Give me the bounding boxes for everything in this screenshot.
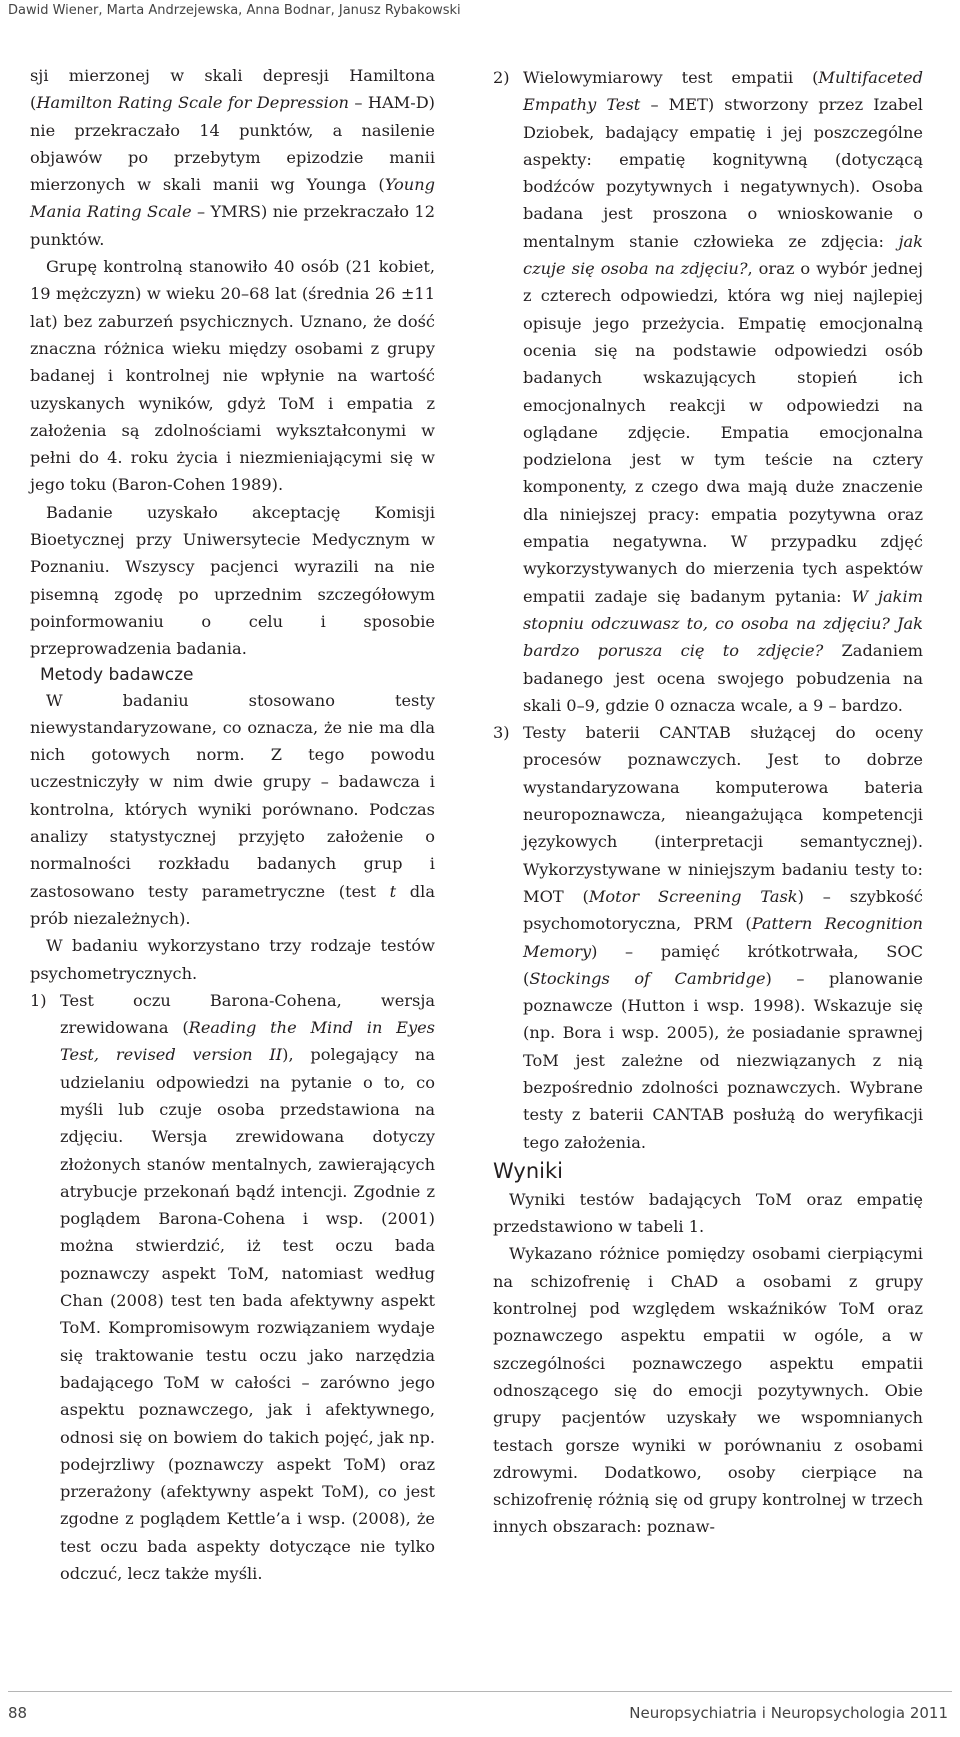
- list-item-cantab-test: 3) Testy baterii CANTAB służącej do oceny procesów poznawczych. Jest to dobrze wystandaryzowana komputerowa bateria neuropoznawcza, nieangażująca kompetencji językowych (interpretacji semantycznej). Wykorzystywane w niniejszym badaniu testy to: MOT (Motor Screening Task) – szybkość psychomotoryczna, PRM (Pattern Recognition Memory) – pamięć krótkotrwała, SOC (Stockings of Cambridge) – planowanie poznawcze (Hutton i wsp. 1998). Wskazuje się (np. Bora i wsp. 2005), że posiadanie sprawnej ToM jest zależne od niezwiązanych z nią bezpośrednio zdolności poznawczych. Wybrane testy z baterii CANTAB posłużą do weryfikacji tego założenia.: [493, 723, 923, 1152]
- journal-name: Neuropsychiatria i Neuropsychologia 2011: [629, 1704, 948, 1722]
- section-heading-results: Wyniki: [493, 1158, 563, 1183]
- running-head-authors: Dawid Wiener, Marta Andrzejewska, Anna Bodnar, Janusz Rybakowski: [8, 3, 461, 18]
- list-item-met-test: 2) Wielowymiarowy test empatii (Multifaceted Empathy Test – MET) stworzony przez Izabel Dziobek, badający empatię i jej poszczególne aspekty: empatię kognitywną (dotyczącą bodźców pozytywnych i negatywnych). Osoba badana jest proszona o wnioskowanie o mentalnym stanie człowieka ze zdjęcia: jak czuje się osoba na zdjęciu?, oraz o wybór jednej z czterech odpowiedzi, która wg niej najlepiej opisuje jego przeżycia. Empatię emocjonalną ocenia się na podstawie odpowiedzi osób badanych wskazujących stopień ich emocjonalnych reakcji w odpowiedzi na oglądane zdjęcie. Empatia emocjonalna podzielona jest w tym teście na cztery komponenty, z czego dwa mają duże znaczenie dla niniejszej pracy: empatia pozytywna oraz empatia negatywna. W przypadku zdjęć wykorzystywanych do mierzenia tych aspektów empatii zadaje się badanym pytania: W jakim stopniu odczuwasz to, co osoba na zdjęciu? Jak bardzo porusza cię to zdjęcie? Zadaniem badanego jest ocena swojego pobudzenia na skali 0–9, gdzie 0 oznacza wcale, a 9 – bardzo.: [493, 68, 923, 715]
- paragraph-control-group: Grupę kontrolną stanowiło 40 osób (21 kobiet, 19 mężczyzn) w wieku 20–68 lat (średnia 26 ±11 lat) bez zaburzeń psychicznych. Uznano, że dość znaczna różnica wieku między osobami z grupy badanej i kontrolnej nie wpłynie na wartość uzyskanych wyników, gdyż ToM i empatia z założenia są zdolnościami wykształconymi w pełni do 4. roku życia i niezmieniającymi się w jego toku (Baron-Cohen 1989).: [30, 257, 435, 495]
- left-column: [30, 62, 435, 1587]
- paragraph-methods-intro: W badaniu stosowano testy niewystandaryzowane, co oznacza, że nie ma dla nich gotowych norm. Z tego powodu uczestniczyły w nim dwie grupy – badawcza i kontrolna, których wyniki porównano. Podczas analizy statystycznej przyjęto założenie o normalności rozkładu badanych grup i zastosowano testy parametryczne (test t dla prób niezależnych).: [30, 690, 435, 928]
- test-list-left: [30, 987, 435, 1588]
- paragraph-test-types: W badaniu wykorzystano trzy rodzaje testów psychometrycznych.: [30, 936, 435, 983]
- paragraph-results-intro: Wyniki testów badających ToM oraz empatię przedstawiono w tabeli 1.: [493, 1189, 923, 1237]
- test-list-right: [493, 64, 923, 1156]
- paragraph-ethics: Badanie uzyskało akceptację Komisji Bioetycznej przy Uniwersytecie Medycznym w Poznaniu. Wszyscy pacjenci wyrazili na nie pisemną zgodę po uprzednim szczegółowym poinformowaniu o celu i sposobie przeprowadzenia badania.: [30, 502, 435, 659]
- section-heading-methods: Metody badawcze: [40, 664, 194, 685]
- list-item-eyes-test: 1) Test oczu Barona-Cohena, wersja zrewidowana (Reading the Mind in Eyes Test, revised version II), polegający na udzielaniu odpowiedzi na pytanie o to, co myśli lub czuje osoba przedstawiona na zdjęciu. Wersja zrewidowana dotyczy złożonych stanów mentalnych, zawierających atrybucje przekonań bądź intencji. Zgodnie z poglądem Barona-Cohena i wsp. (2001) można stwierdzić, iż test oczu bada poznawczy aspekt ToM, natomiast według Chan (2008) test ten bada afektywny aspekt ToM. Kompromisowym rozwiązaniem wydaje się traktowanie testu oczu jako narzędzia badającego ToM w całości – zarówno jego aspektu poznawczego, jak i afektywnego, odnosi się on bowiem do takich pojęć, jak np. podejrzliwy (poznawczy aspekt ToM) oraz przerażony (afektywny aspekt ToM), co jest zgodne z poglądem Kettle’a i wsp. (2008), że test oczu bada aspekty dotyczące nie tylko odczuć, lecz także myśli.: [30, 990, 435, 1584]
- right-column: [493, 64, 923, 1541]
- page-number: 88: [8, 1704, 28, 1722]
- footer-divider: [8, 1691, 952, 1692]
- paragraph-inclusion-criteria: sji mierzonej w skali depresji Hamiltona (Hamilton Rating Scale for Depression – HAM-D) nie przekraczało 14 punktów, a nasilenie objawów po przebytym epizodzie manii mierzonych w skali manii wg Younga (Young Mania Rating Scale – YMRS) nie przekraczało 12 punktów.: [30, 66, 436, 249]
- paragraph-results-differences: Wykazano różnice pomiędzy osobami cierpiącymi na schizofrenię i ChAD a osobami z grupy kontrolnej pod względem wskaźników ToM oraz poznawczego aspektu empatii w ogóle, a w szczególności poznawczego aspektu empatii odnoszącego się do emocji pozytywnych. Obie grupy pacjentów uzyskały we wspomnianych testach gorsze wyniki w porównaniu z osobami zdrowymi. Dodatkowo, osoby cierpiące na schizofrenię różnią się od grupy kontrolnej w trzech innych obszarach: poznaw-: [493, 1244, 923, 1537]
